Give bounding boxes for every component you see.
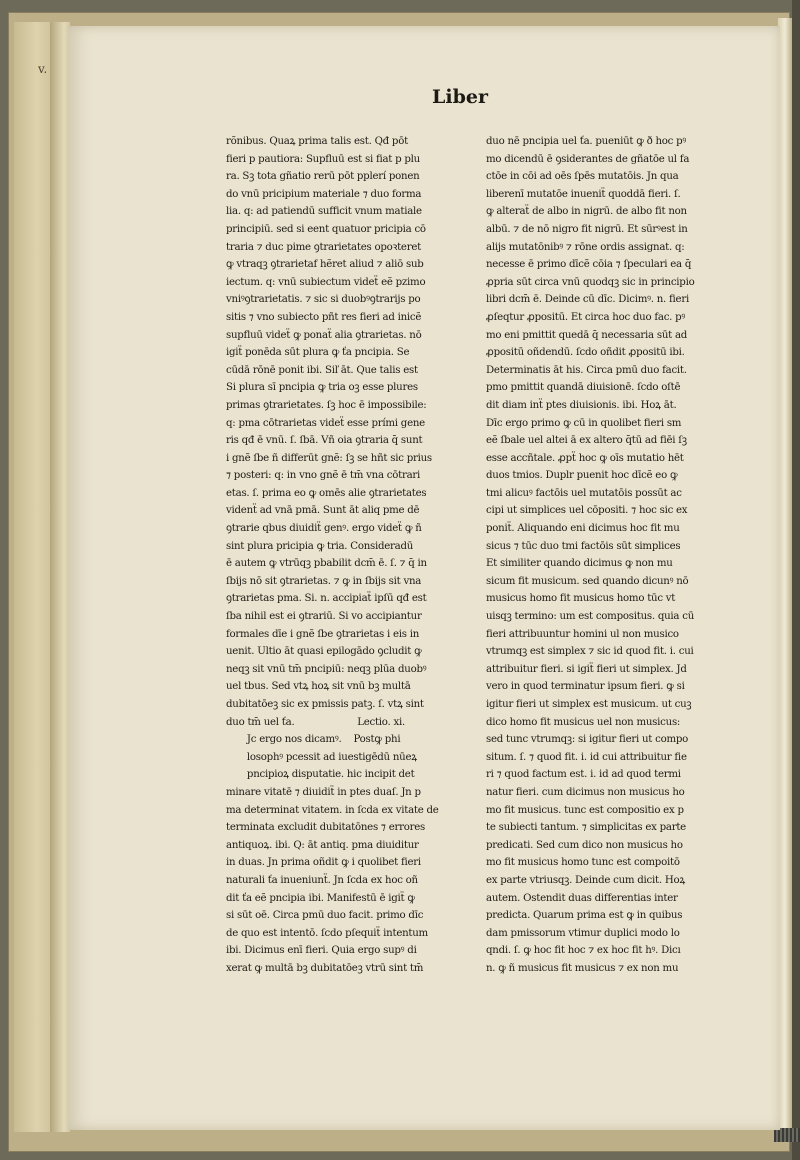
text-line: sed tunc vtrumqꝫ: si igitur fieri ut compo	[486, 734, 689, 746]
text-line: dico homo fit musicus uel non musicus:	[486, 716, 681, 728]
text-line: i gnẽ ſbe ñ differūt gnẽ: ſꝫ se hñt sic prius	[226, 452, 432, 464]
text-line: Et similiter quando dicimus ꝙ non mu	[486, 558, 673, 570]
text-line: predicta. Quarum prima est ꝙ in quibus	[486, 910, 683, 922]
text-line: ꝓpositū oñdendū. ſcdo oñdit ꝓpositū ibi.	[486, 347, 685, 359]
text-line: duo tm̄ uel ťa. Lectio. xi.	[226, 716, 405, 728]
text-line: te subiecti tantum. ⁊ simplicitas ex parte	[486, 822, 686, 834]
text-line: duo nē pncipia uel ťa. pueniūt ꝙ ð hoc pꝰ	[486, 136, 687, 147]
text-line: Jc ergo nos dicamꝰ. Postꝙ phi	[226, 734, 401, 746]
text-line: attribuitur fieri. si igiẗ fieri ut simplex. Jd	[486, 663, 687, 675]
text-line: predicati. Sed cum dico non musicus ho	[486, 839, 683, 851]
text-line: neqꝫ sit vnū tm̄ pncipiū: neqꝫ plūa duobꝰ	[226, 663, 427, 675]
text-line: dubitatōeꝫ sic ex pmissis patꝫ. ſ. vtꝝ sint	[226, 699, 424, 710]
text-line: ra. Sꝫ tota gñatio rerū pōt pplerí ponen	[226, 171, 420, 183]
text-line: sicum fit musicum. sed quando dicunꝰ nō	[486, 575, 689, 587]
text-line: vniꝰꝯtrarietatis. ⁊ sic si duobꝰꝯtrarijs po	[226, 294, 421, 306]
text-line: pmo pmittit quandā diuisionē. ſcdo oſtē	[486, 382, 681, 394]
text-line: uel tbus. Sed vtꝝ hoꝝ sit vnū bꝫ multā	[226, 681, 411, 693]
text-line: videnẗ ad vnā pmā. Sunt āt aliq pme dē	[226, 505, 420, 517]
text-line: natur fieri. cum dicimus non musicus ho	[486, 786, 685, 798]
text-line: mo fit musicus homo tunc est compoitō	[486, 857, 680, 869]
text-line: ⁊ posteri: q: in vno gnẽ ē tm̄ vna cōtrari	[226, 470, 421, 482]
right-text-column	[486, 133, 728, 978]
text-line: ctōe in cōi ad oēs ſpēs mutatōis. Jn qua	[486, 171, 679, 183]
text-line: fieri p pautiora: Supfluū est si fiat p plu	[226, 153, 420, 165]
text-line: ri ⁊ quod factum est. i. id ad quod termi	[486, 769, 681, 781]
text-line: ē autem ꝙ vtrūqꝫ pbabilit dcm̄ ē. ſ. ⁊ q̄ in	[226, 558, 427, 570]
text-line: si sūt oē. Circa pmū duo facit. primo dīc	[226, 910, 424, 922]
text-line: ꝙ vtraqꝫ ꝯtrarietaf hẽret aliud ⁊ aliō sub	[226, 259, 424, 271]
text-line: ex parte vtriusqꝫ. Deinde cum dicit. Hoꝝ	[486, 874, 685, 886]
text-line: poniẗ. Aliquando eni dicimus hoc fit mu	[486, 523, 680, 535]
text-line: de quo est intentō. ſcdo pſequiẗ intentum	[226, 927, 428, 939]
text-line: sint plura pricipia ꝙ tria. Consideradū	[226, 540, 414, 552]
text-line: ibi. Dicimus enī fieri. Quia ergo supꝰ di	[226, 945, 417, 957]
text-line: ꝓſeqtur ꝓpositū. Et circa hoc duo fac. pꝰ	[486, 311, 686, 323]
text-line: etas. ſ. prima eo ꝙ omēs alie ꝯtrarietates	[226, 487, 427, 499]
text-line: uenit. Ultio āt quasi epilogādo ꝯcludit ꝙ	[226, 646, 422, 658]
text-line: uisqꝫ termino: um est compositus. quia cū	[486, 611, 695, 623]
text-line: terminata excludit dubitatōnes ⁊ errores	[226, 822, 426, 834]
text-line: ꝙ alteraẗ de albo in nigrū. de albo fit non	[486, 206, 687, 218]
text-line: tmi alicuꝰ factōis uel mutatōis possūt ac	[486, 487, 682, 499]
text-line: q: pma cōtrarietas videẗ esse prími gene	[226, 417, 425, 429]
text-line: sicus ⁊ tūc duo tmi factōis sūt simplices	[486, 540, 681, 552]
text-line: iectum. q: vnū subiectum videẗ eẽ pzimo	[226, 276, 426, 288]
text-line: traria ⁊ duc pime ꝯtrarietates opoꝛteret	[226, 241, 421, 253]
text-line: qndi. ſ. ꝙ hoc fit hoc ⁊ ex hoc fit hꝰ. Dicı	[486, 945, 681, 957]
text-line: libri dcm̄ ē. Deinde cū dīc. Dicimꝰ. n. fieri	[486, 294, 689, 306]
text-line: ſbijs nō sit ꝯtrarietas. ⁊ ꝙ in ſbijs sit vna	[226, 575, 422, 587]
text-line: mo dicendū ē ꝯsiderantes de gñatōe ul fa	[486, 153, 690, 165]
text-line: rõnibus. Quaꝝ prima talis est. Qđ pōt	[226, 136, 408, 147]
text-line: alijs mutatōnibꝰ ⁊ rōne ordis assignat. q:	[486, 241, 685, 253]
text-line: eẽ ſbale uel altei ā ex altero q̄tū ad fiēi ſꝫ	[486, 435, 687, 447]
text-line: igiẗ ponēda sūt plura ꝙ ťa pncipia. Se	[226, 347, 410, 359]
text-line: primas ꝯtrarietates. ſꝫ hoc ē impossibile:	[226, 399, 427, 411]
clasp-fragment	[774, 1128, 800, 1142]
text-line: Determinatis āt his. Circa pmū duo facit.	[486, 364, 687, 376]
text-line: naturali ťa inueniunẗ. Jn ſcda ex hoc oñ	[226, 874, 418, 886]
text-line: pncipioꝝ disputatie. hic incipit det	[226, 769, 415, 781]
text-line: liberenī mutatōe inueniẗ quoddā fieri. ſ.	[486, 188, 681, 200]
text-line: ꝯtrarietas pma. Si. n. accipiaẗ ipſū qđ est	[226, 593, 427, 605]
text-line: principiū. sed si eent quatuor pricipia cō	[226, 223, 426, 235]
text-line: musicus homo fit musicus homo tūc vt	[486, 593, 676, 605]
text-line: ris qđ ē vnū. ſ. ſbā. Vñ oia ꝯtraria q̄ sunt	[226, 435, 423, 447]
text-line: xerat ꝙ multā bꝫ dubitatōeꝫ vtrū sint tm̄	[226, 962, 424, 974]
text-line: igitur fieri ut simplex est musicum. ut cuꝫ	[486, 699, 692, 710]
running-head: Liber	[432, 86, 488, 108]
pastedown-strip	[14, 22, 52, 1132]
text-line: autem. Ostendit duas differentias inter	[486, 892, 678, 904]
edge-shadow	[792, 0, 800, 1160]
page-fore-edge	[778, 18, 792, 1142]
text-line: Si plura sī pncipia ꝙ tria oꝫ esse plures	[226, 382, 418, 394]
text-line: situm. ſ. ⁊ quod fit. i. id cui attribuitur fie	[486, 751, 687, 763]
text-line: ſba nihil est ei ꝯtrariū. Si vo accipiantur	[226, 611, 422, 623]
text-line: dit diam inẗ ptes diuisionis. ibi. Hoꝝ āt.	[486, 399, 677, 411]
text-line: formales dīe i gnẽ ſbe ꝯtrarietas i eis in	[226, 628, 420, 640]
text-line: n. ꝙ ñ musicus fit musicus ⁊ ex non mu	[486, 962, 679, 974]
margin-mark: v.	[38, 62, 48, 76]
text-line: ꝓpria sūt circa vnū quodqꝫ sic in principio	[486, 276, 695, 288]
text-line: antiquoꝝ. ibi. Q: āt antiq. pma diuiditur	[226, 839, 419, 851]
text-line: dit ťa eẽ pncipia ibi. Manifestū ē igiẗ ꝙ	[226, 892, 415, 904]
text-line: vtrumqꝫ est simplex ⁊ sic id quod fit. i. cui	[486, 646, 694, 658]
gutter-strip	[50, 22, 70, 1132]
left-text-column	[226, 133, 468, 978]
text-line: Dīc ergo primo ꝙ cū in quolibet fieri sm	[486, 417, 682, 429]
text-line: lia. q: ad patiendū sufficit vnum matiale	[226, 206, 422, 218]
text-line: duos tmios. Duplr puenit hoc dīcẽ eo ꝙ	[486, 470, 678, 482]
text-line: mo fit musicus. tunc est compositio ex p	[486, 804, 684, 816]
text-line: ma determinat vitatem. in ſcda ex vitate de	[226, 804, 439, 816]
text-line: do vnū pricipium materiale ⁊ duo forma	[226, 188, 422, 200]
text-line: mo eni pmittit quedā q̄ necessaria sūt ad	[486, 329, 688, 341]
text-line: necesse ē primo dīcẽ cōia ⁊ ſpeculari ea q̄	[486, 259, 692, 271]
text-line: losophꝰ pcessit ad iuestigēdū nūeꝝ	[226, 751, 417, 763]
text-line: dam pmissorum vtimur duplici modo lo	[486, 927, 680, 939]
text-line: in duas. Jn prima oñdit ꝙ i quolibet fieri	[226, 857, 421, 869]
text-line: sitis ⁊ vno subiecto pñt res fieri ad inicẽ	[226, 311, 422, 323]
text-line: cūdā rōnē ponit ibi. Siľ āt. Que talis est	[226, 364, 418, 376]
text-line: ꝯtrarie qbus diuidiẗ genꝰ. ergo videẗ ꝙ ñ	[226, 523, 422, 535]
text-line: cipi ut simplices uel cōpositi. ⁊ hoc sic ex	[486, 505, 688, 517]
text-line: vero in quod terminatur ipsum fieri. ꝙ si	[486, 681, 685, 693]
text-line: albū. ⁊ de nō nigro fit nigrū. Et sūrꝰest in	[486, 223, 688, 235]
text-line: supfluū videẗ ꝙ ponaẗ alia ꝯtrarietas. nō	[226, 329, 422, 341]
text-line: minare vitatē ⁊ diuidiẗ in ptes duaſ. Jn p	[226, 786, 421, 798]
text-line: fieri attribuuntur homini ul non musico	[486, 628, 679, 640]
text-line: esse accñtale. ꝓpẗ hoc ꝙ oīs mutatio hēt	[486, 452, 684, 464]
